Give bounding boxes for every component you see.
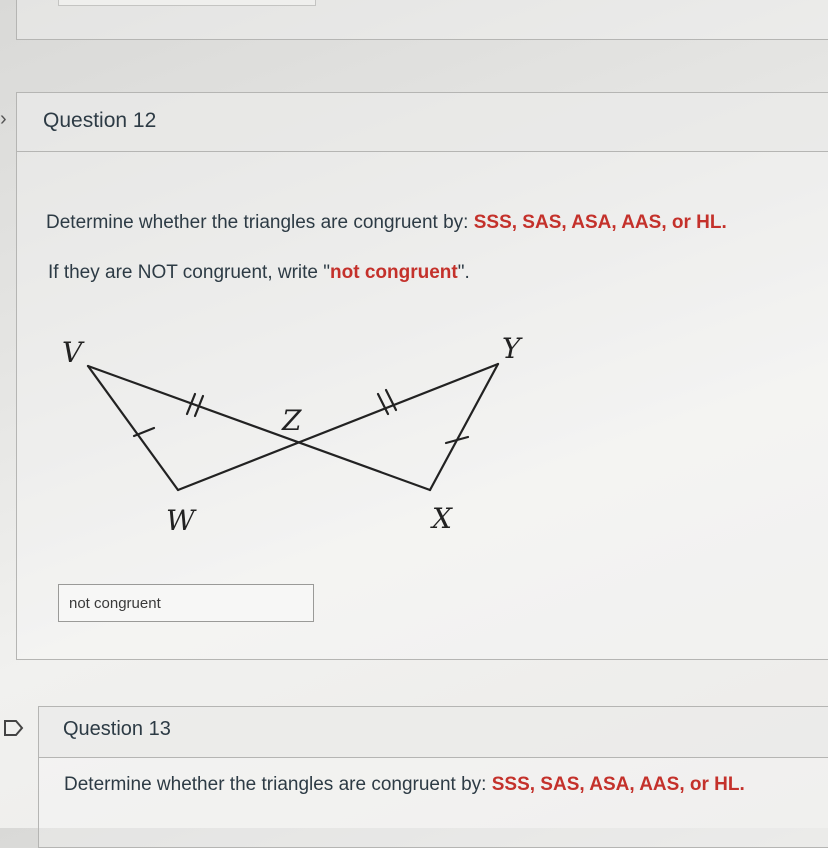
question-13-title: Question 13 [63, 718, 171, 740]
segment-vw [88, 366, 178, 490]
label-z: Z [282, 404, 302, 437]
question-12-header [17, 93, 828, 152]
previous-answer-input[interactable] [58, 0, 316, 6]
label-x: X [432, 502, 452, 535]
prompt-text: Determine whether the triangles are congruent by: [46, 212, 474, 233]
prompt-text: Determine whether the triangles are congruent by: [64, 774, 492, 795]
question-13-header [39, 707, 828, 758]
question-12-prompt-line1 [46, 212, 727, 234]
not-congruent-highlight: not congruent [330, 262, 458, 283]
segment-wy [178, 364, 498, 490]
chevron-right-icon[interactable]: › [0, 108, 7, 130]
prompt-text: ". [457, 262, 470, 283]
label-y: Y [502, 332, 521, 365]
label-w: W [166, 504, 195, 537]
question-12-title: Question 12 [43, 109, 157, 132]
flag-icon[interactable] [2, 716, 24, 740]
answer-input[interactable] [58, 584, 314, 622]
congruence-methods: SSS, SAS, ASA, AAS, or HL. [491, 774, 745, 795]
segment-yx [430, 364, 498, 490]
segment-vx [88, 366, 430, 490]
label-v: V [62, 336, 83, 369]
previous-question-card [16, 0, 828, 40]
question-12-prompt-line2 [48, 262, 470, 284]
question-13-prompt-line1 [64, 774, 745, 796]
triangles-diagram [50, 330, 570, 550]
prompt-text: If they are NOT congruent, write " [48, 262, 331, 283]
congruence-methods: SSS, SAS, ASA, AAS, or HL. [473, 212, 727, 233]
